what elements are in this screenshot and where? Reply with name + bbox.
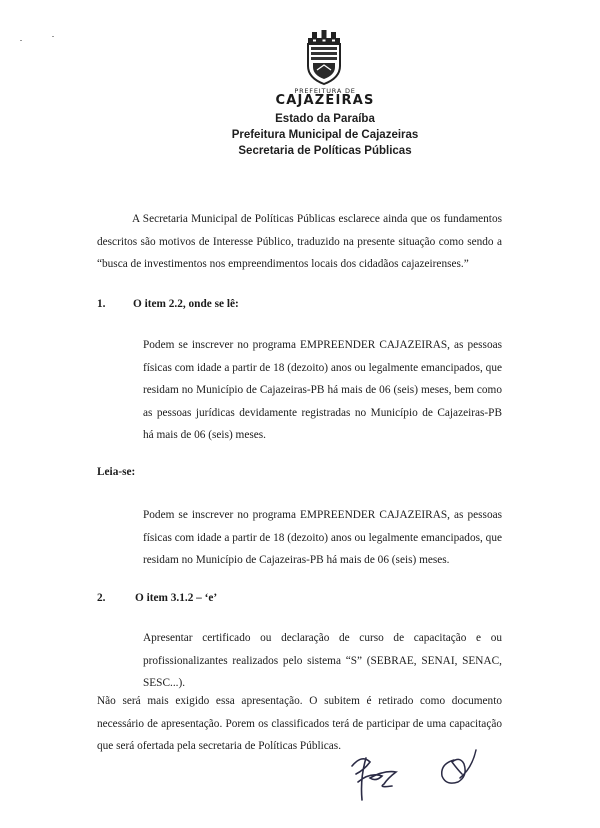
signature-2 — [432, 744, 482, 794]
header-state: Estado da Paraíba — [275, 113, 375, 125]
scan-speck — [20, 40, 22, 41]
item-2-title: O item 3.1.2 – ‘e’ — [135, 592, 218, 604]
intro-paragraph: A Secretaria Municipal de Políticas Públicas esclarece ainda que os fundamentos descritos são motivos de Interesse Público, traduzido na presente situação como sendo a “busca de investimentos nos empreendimentos locais dos cidadãos cajazeirenses.” — [97, 213, 502, 270]
brand-cajazeiras: CAJAZEIRAS — [275, 93, 375, 108]
header-secretariat: Secretaria de Políticas Públicas — [238, 145, 412, 157]
item-1-number: 1. — [97, 298, 106, 310]
city-crest-logo — [302, 30, 346, 86]
header-prefecture: Prefeitura Municipal de Cajazeiras — [231, 129, 419, 141]
leia-se-text: Podem se inscrever no programa EMPREENDER CAJAZEIRAS, as pessoas físicas com idade a partir de 18 (dezoito) anos ou legalmente emancipados, que residam no Município de Cajazeiras-PB há mais de 06 (seis) meses. — [143, 509, 502, 566]
leia-se-label: Leia-se: — [97, 466, 136, 478]
item-1-original-text: Podem se inscrever no programa EMPREENDER CAJAZEIRAS, as pessoas físicas com idade a partir de 18 (dezoito) anos ou legalmente emancipados, que residam no Município de Cajazeiras-PB há mais de 06 (seis) meses, bem como as pessoas jurídicas devidamente registradas no Município de Cajazeiras-PB há mais de 06 (seis) meses. — [143, 339, 502, 441]
item-1-title: O item 2.2, onde se lê: — [133, 298, 239, 310]
signature-1 — [340, 748, 410, 808]
item-2-number: 2. — [97, 592, 106, 604]
brand-prefeitura: PREFEITURA DE — [294, 87, 356, 95]
closing-paragraph: Não será mais exigido essa apresentação. O subitem é retirado como documento necessário de apresentação. Porem os classificados terá de participar de uma capacitação que será ofertada pela secretaria de Políticas Públicas. — [97, 695, 502, 752]
item-2-text: Apresentar certificado ou declaração de curso de capacitação e ou profissionalizantes realizados pelo sistema “S” (SEBRAE, SENAI, SENAC, SESC...). — [143, 632, 502, 689]
scan-speck — [52, 36, 54, 37]
